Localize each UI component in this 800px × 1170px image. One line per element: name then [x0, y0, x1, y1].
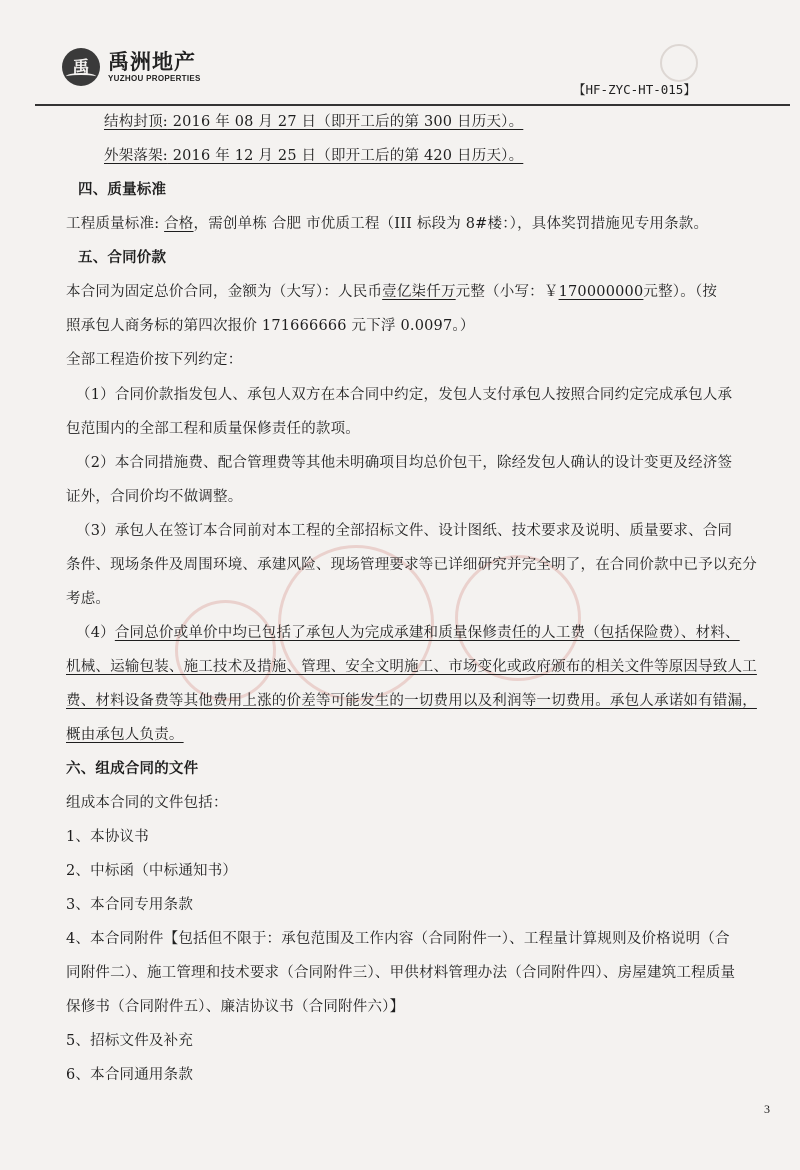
document-item: 2、中标函（中标通知书）	[66, 863, 238, 879]
price-intro: 全部工程造价按下列约定：	[66, 352, 243, 368]
document-item: 3、本合同专用条款	[66, 897, 194, 913]
quality-value: 合格	[164, 216, 194, 232]
company-logo	[62, 48, 201, 86]
document-item: 6、本合同通用条款	[66, 1067, 194, 1083]
section-heading-price: 五、合同价款	[78, 249, 167, 266]
scaffold-removal-line: 外架落架: 2016 年 12 月 25 日（即开工后的第 420 日历天）。	[104, 148, 524, 164]
page-number: 3	[764, 1102, 770, 1116]
price-clause-4: 机械、运输包装、施工技术及措施、管理、安全文明施工、市场变化或政府颁布的相关文件等原因导致人工	[66, 659, 757, 675]
document-item: 4、本合同附件【包括但不限于：承包范围及工作内容（合同附件一）、工程量计算规则及价格说明（合	[66, 931, 730, 947]
header-divider	[35, 104, 790, 106]
price-clause-2: （2）本合同措施费、配合管理费等其他未明确项目均总价包干，除经发包人确认的设计变更及经济签	[76, 455, 733, 471]
price-clause-4: 概由承包人负责。	[66, 727, 184, 743]
company-name-en: YUZHOU PROPERTIES	[108, 74, 201, 83]
price-clause-1: （1）合同价款指发包人、承包人双方在本合同中约定，发包人支付承包人按照合同约定完成承包人承	[76, 387, 733, 403]
document-item: 5、招标文件及补充	[66, 1033, 194, 1049]
price-clause-3: 考虑。	[66, 591, 111, 607]
price-clause-1: 包范围内的全部工程和质量保修责任的款项。	[66, 421, 360, 437]
section-heading-quality: 四、质量标准	[78, 181, 167, 198]
structure-topping-line: 结构封顶: 2016 年 08 月 27 日（即开工后的第 300 日历天）。	[104, 114, 524, 130]
document-item: 1、本协议书	[66, 829, 149, 845]
amount-in-digits: 170000000	[558, 284, 644, 300]
document-code: 【HF-ZYC-HT-015】	[573, 82, 696, 97]
price-paragraph-line: 照承包人商务标的第四次报价 171666666 元下浮 0.0097。）	[66, 318, 475, 334]
amount-in-words: 壹亿柒仟万	[382, 284, 456, 300]
show-through-logo-icon	[660, 44, 698, 82]
documents-intro: 组成本合同的文件包括：	[66, 795, 228, 811]
document-item: 同附件二）、施工管理和技术要求（合同附件三）、甲供材料管理办法（合同附件四）、房屋建筑工程质量	[66, 965, 736, 981]
section-heading-documents: 六、组成合同的文件	[66, 760, 199, 777]
stamp-show-through	[175, 600, 276, 701]
company-logo-icon: 禹	[62, 48, 100, 86]
price-clause-3: 条件、现场条件及周围环境、承建风险、现场管理要求等已详细研究并完全明了，在合同价款中已予以充分	[66, 557, 757, 573]
document-item: 保修书（合同附件五）、廉洁协议书（合同附件六）】	[66, 999, 405, 1015]
price-clause-2: 证外，合同价均不做调整。	[66, 489, 243, 505]
price-clause-4: （4）合同总价或单价中均已包括了承包人为完成承建和质量保修责任的人工费（包括保险费）、材料、	[76, 625, 740, 641]
quality-standard-line: 工程质量标准: 合格，需创单栋 合肥 市优质工程（III 标段为 8#楼：），具体奖罚措施见专用条款。	[66, 216, 709, 232]
price-paragraph-line: 本合同为固定总价合同，金额为（大写）：人民币壹亿柒仟万元整（小写：￥170000000元整）。（按	[66, 284, 718, 300]
company-name-cn: 禹洲地产	[108, 50, 196, 74]
price-clause-4: 费、材料设备费等其他费用上涨的价差等可能发生的一切费用以及利润等一切费用。承包人承诺如有错漏，	[66, 693, 757, 709]
price-clause-3: （3）承包人在签订本合同前对本工程的全部招标文件、设计图纸、技术要求及说明、质量要求、合同	[76, 523, 733, 539]
